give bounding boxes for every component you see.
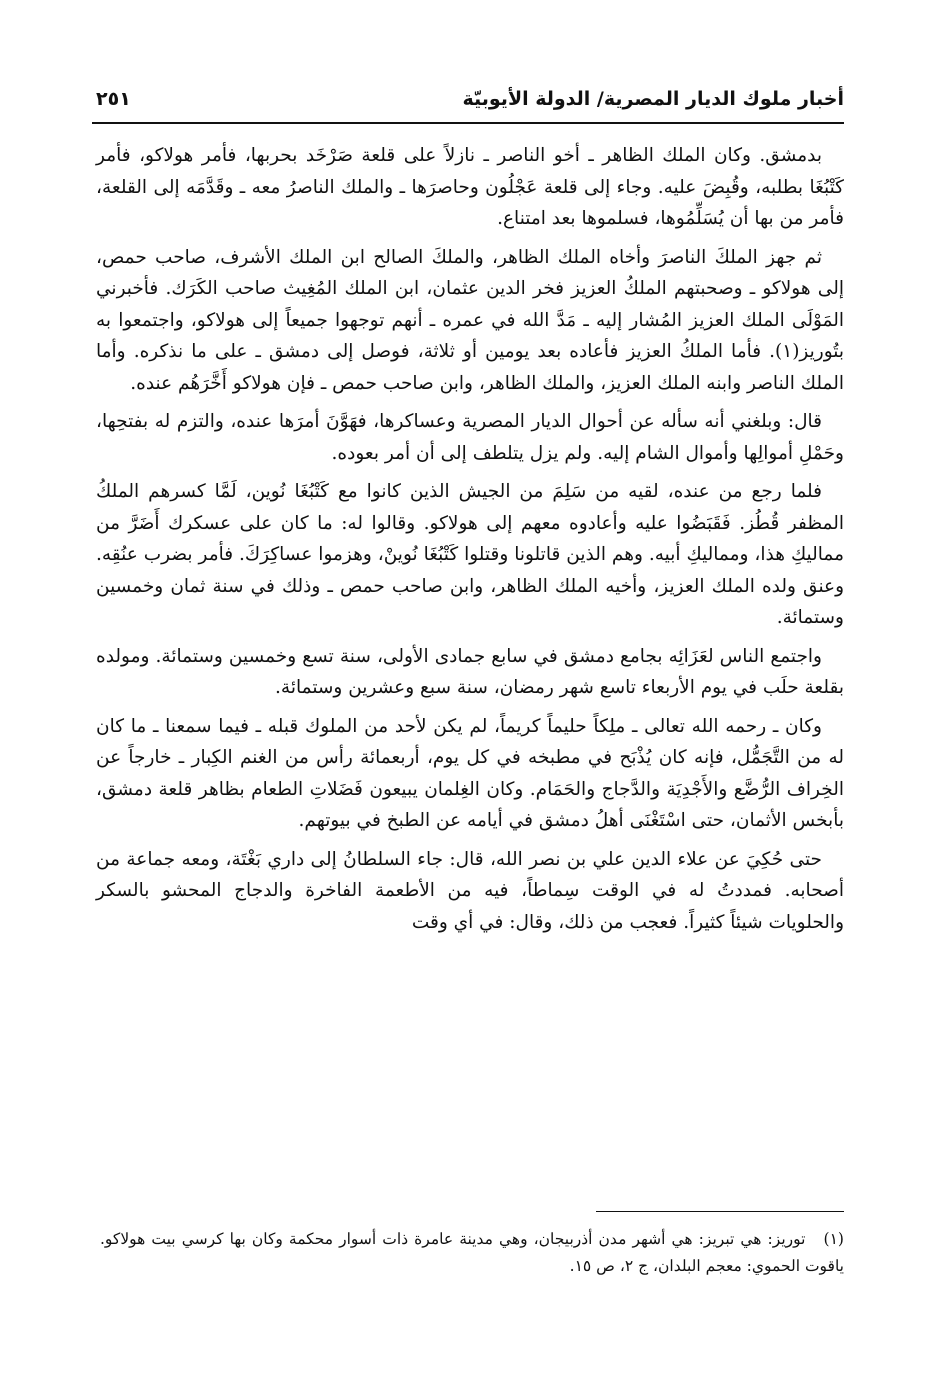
running-header: [92, 86, 844, 124]
paragraph: واجتمع الناس لعَزَائِه بجامع دمشق في سابع جمادى الأولى، سنة تسع وخمسين وستمائة. ومولده بقلعة حلَب في يوم الأربعاء تاسع شهر رمضان، سنة سبع وعشرين وستمائة.: [96, 645, 844, 698]
footnote-text: توريز: هي تبريز: هي أشهر مدن أذربيجان، وهي مدينة عامرة ذات أسوار محكمة وكان بها كرسي بيت هولاكو. ياقوت الحموي: معجم البلدان، ج ٢، ص ١٥.: [100, 1230, 844, 1275]
footnote: [100, 1226, 844, 1280]
page-number: ٢٥١: [96, 88, 131, 110]
header-title: أخبار ملوك الديار المصرية/ الدولة الأيوبيّة: [462, 88, 844, 110]
paragraph: حتى حُكِيَ عن علاء الدين علي بن نصر الله، قال: جاء السلطانُ إلى داري بَغْتَة، ومعه جماعة من أصحابه. فمددتُ له في الوقت سِماطاً، فيه من الأطعمة الفاخرة والدجاج المحشو بالسكر والحلويات شيئاً كثيراً. فعجب من ذلك، وقال: في أي وقت: [96, 848, 844, 933]
paragraph: فلما رجع من عنده، لقيه من سَلِمَ من الجيش الذين كانوا مع كَتْبُغَا نُوين، لَمَّا كسرهم الملكُ المظفر قُطُز. فَقَبَضُوا عليه وأعادوه معهم إلى هولاكو. وقالوا له: ما كان على عسكرك أَضَرَّ من مماليكِ هذا، ومماليكِ أبيه. وهم الذين قاتلونا وقتلوا كَتْبُغَا نُوينْ، وهزموا عساكِرَكَ. فأمر بضرب عنُقِه. وعنق ولده الملك العزيز، وأخيه الملك الظاهر، وابن صاحب حمص ـ وذلك في سنة ثمان وخمسين وستمائة.: [96, 481, 844, 628]
paragraph: ثم جهز الملكَ الناصرَ وأخاه الملك الظاهر، والملكَ الصالح ابن الملك الأشرف، صاحب حمص، إلى هولاكو ـ وصحبتهم الملكُ العزيز فخر الدين عثمان، ابن الملك المُغِيث صاحب الكَرَك. فأخبرني المَوْلَى الملك العزيز المُشار إليه ـ مَدَّ الله في عمره ـ أنهم توجهوا جميعاً إلى هولاكو، واجتمعوا به بتُوريز(١). فأما الملكُ العزيز فأعاده بعد يومين أو ثلاثة، فوصل إلى دمشق ـ على ما نذكره. وأما الملك الناصر وابنه الملك العزيز، والملك الظاهر، وابن صاحب حمص ـ فإن هولاكو أَخَّرَهُم عنده.: [96, 246, 844, 394]
paragraph: وكان ـ رحمه الله تعالى ـ ملِكاً حليماً كريماً، لم يكن لأحد من الملوك قبله ـ فيما سمعنا ـ ما كان له من التَّجَمُّل، فإنه كان يُذْبَح في مطبخه في كل يوم، أربعمائة رأس من الغنم الكِبار ـ خارجاً عن الخِراف الرُّضَّع والأَجْدِيَة والدَّجاج والحَمَام. وكان الغِلمان يبيعون فَضَلاتِ الطعام بظاهر قلعة دمشق، بأبخس الأثمان، حتى اسْتَغْنَى أهلُ دمشق في أيامه عن الطبخ في بيوتهم.: [96, 715, 844, 831]
footnote-divider: [596, 1211, 844, 1212]
paragraph: قال: وبلغني أنه سأله عن أحوال الديار المصرية وعساكرها، فهَوَّنَ أمرَها عنده، والتزم له بفتحِها، وحَمْلِ أموالِها وأموال الشام إليه. ولم يزل يتلطف إلى أن أمر بعوده.: [96, 411, 844, 464]
paragraph: بدمشق. وكان الملك الظاهر ـ أخو الناصر ـ نازلاً على قلعة صَرْخَد بحربها، فأمر هولاكو، فأمر كَتْبُغَا بطلبه، وقُبِضَ عليه. وجاء إلى قلعة عَجْلُون وحاصرَها ـ والملك الناصرُ معه ـ وقَدَّمَه إلى القلعة، فأمر من بها أن يُسَلِّمُوها، فسلموها بعد امتناع.: [96, 145, 844, 229]
main-text: [96, 140, 844, 945]
footnote-marker: (١): [823, 1230, 844, 1248]
